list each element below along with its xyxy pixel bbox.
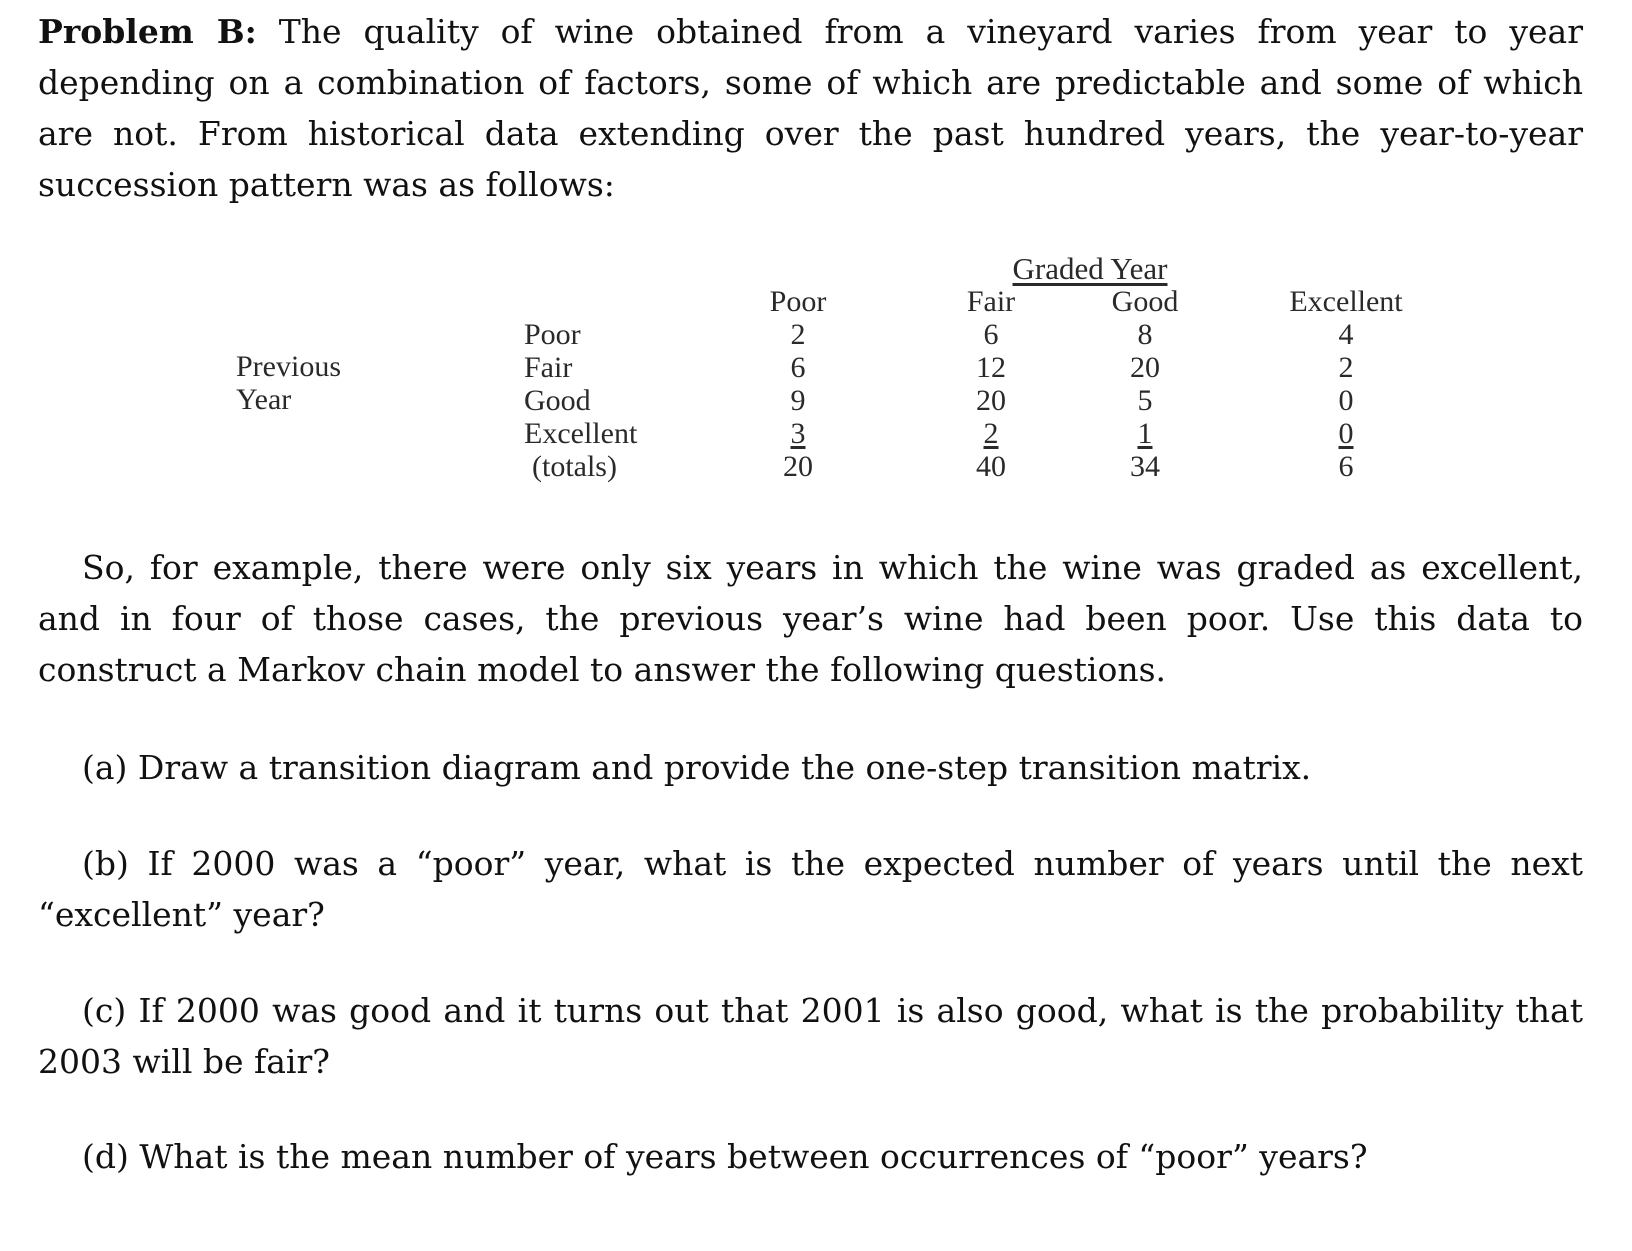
- cell-fair-fair: 12: [976, 351, 1006, 384]
- cell-good-poor: 9: [790, 384, 806, 417]
- row-label-fair: Fair: [524, 351, 573, 384]
- cell-poor-fair: 6: [983, 318, 999, 351]
- row-label-good: Good: [524, 384, 591, 417]
- column-poor: [758, 285, 838, 483]
- question-d: (d) What is the mean number of years between occurrences of “poor” years?: [82, 1137, 1368, 1176]
- total-poor: 20: [783, 450, 813, 483]
- cell-fair-excellent: 2: [1338, 351, 1354, 384]
- total-good: 34: [1130, 450, 1160, 483]
- cell-good-excellent: 0: [1338, 384, 1354, 417]
- question-a: (a) Draw a transition diagram and provide the one-step transition matrix.: [82, 748, 1312, 787]
- explanation-paragraph: So, for example, there were only six years in which the wine was graded as excellent, and in four of those cases, the previous year’s wine had been poor. Use this data to construct a Markov chain model to answer the following questions.: [38, 548, 1583, 689]
- cell-excellent-excellent: 0: [1338, 417, 1354, 450]
- previous-year-label: [236, 350, 341, 416]
- row-labels: [524, 318, 637, 483]
- question-b: (b) If 2000 was a “poor” year, what is the expected number of years until the next “excellent” year?: [38, 844, 1583, 934]
- cell-fair-good: 20: [1130, 351, 1160, 384]
- cell-excellent-good: 1: [1137, 417, 1153, 450]
- column-header-poor: Poor: [769, 285, 827, 318]
- succession-table: [0, 0, 1632, 500]
- column-header-fair: Fair: [966, 285, 1016, 318]
- row-label-totals: (totals): [532, 450, 617, 483]
- cell-good-good: 5: [1137, 384, 1153, 417]
- column-header-excellent: Excellent: [1289, 285, 1403, 318]
- cell-poor-excellent: 4: [1338, 318, 1354, 351]
- total-excellent: 6: [1338, 450, 1354, 483]
- total-fair: 40: [976, 450, 1006, 483]
- problem-intro-text: The quality of wine obtained from a vineyard varies from year to year depending on a combination of factors, some of which are predictable and some of which are not. From historical data extending over the past hundred years, the year-to-year succession pattern was as follows:: [38, 12, 1583, 204]
- problem-label: Problem B:: [38, 12, 257, 51]
- column-fair: [951, 285, 1031, 483]
- row-label-excellent: Excellent: [524, 417, 638, 450]
- cell-fair-poor: 6: [790, 351, 806, 384]
- cell-excellent-poor: 3: [790, 417, 806, 450]
- row-label-poor: Poor: [524, 318, 581, 351]
- column-excellent: [1276, 285, 1416, 483]
- cell-excellent-fair: 2: [983, 417, 999, 450]
- previous-year-label-line1: Previous: [236, 350, 341, 383]
- cell-good-fair: 20: [976, 384, 1006, 417]
- cell-poor-poor: 2: [790, 318, 806, 351]
- cell-poor-good: 8: [1137, 318, 1153, 351]
- graded-year-header: Graded Year: [1012, 251, 1168, 286]
- previous-year-label-line2: Year: [236, 383, 292, 416]
- question-c: (c) If 2000 was good and it turns out that 2001 is also good, what is the probability that 2003 will be fair?: [38, 991, 1583, 1081]
- column-header-good: Good: [1111, 285, 1179, 318]
- column-good: [1100, 285, 1190, 483]
